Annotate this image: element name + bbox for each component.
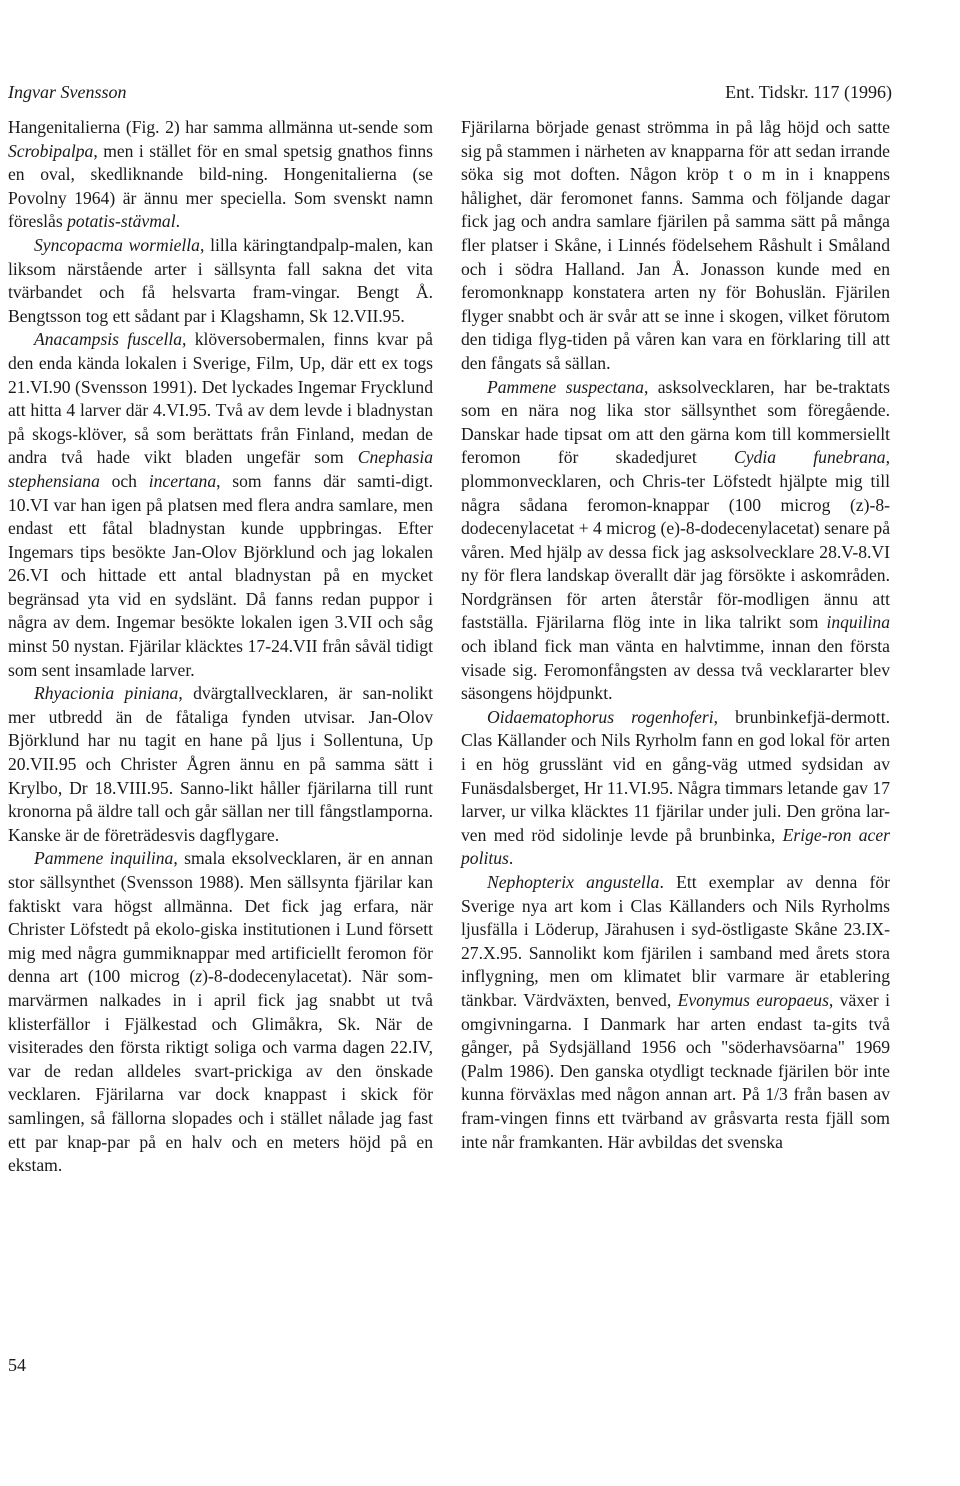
species-name: Rhyacionia piniana bbox=[34, 683, 179, 704]
species-name: Cnephasia stephensiana bbox=[8, 447, 433, 491]
text: , lilla käringtandpalp-malen, kan liksom närstående arter i sällsynta fall sakna det vita tvärbandet och få helsvarta fram-vingar. Bengt Å. Bengtsson tog ett sådant par i Klagshamn, Sk 12.VII.95. bbox=[8, 234, 433, 326]
page-number: 54 bbox=[8, 1355, 26, 1375]
text: )-8-dodecenylacetat). När som-marvärmen nalkades in i april fick jag snabbt ut två klisterfällor i Fjälkestad och Glimåkra, Sk. När de visiterades den första riktigt soliga och varma dagen 22.IV, var de redan alldeles svart-prickiga av den önskade vecklaren. Fjärilarna var dock knappast i skick för samlingen, så fällorna slopades och i stället nålade jag fast ett par knap-par på en halv och en meters höjd på en ekstam. bbox=[8, 966, 433, 1176]
author-name: Ingvar Svensson bbox=[8, 82, 127, 102]
text: , brunbinkefjä-dermott. Clas Källander och Nils Ryrholm fann en god lokal för arten i en hög grusslänt vid en gång-väg utmed sydsidan av Funäsdalsberget, Hr 11.VI.95. Några timmars letande gav 17 larver, ur vilka kläcktes 11 fjärilar under juli. Den gröna lar-ven med röd sidolinje levde på brunbinka, bbox=[461, 706, 890, 845]
text: . bbox=[508, 848, 514, 869]
species-name: Pammene suspectana bbox=[487, 376, 644, 397]
left-column bbox=[8, 116, 433, 1178]
text: , smala eksolvecklaren, är en annan stor sällsynthet (Svensson 1988). Men sällsynta fjärilar kan faktiskt vara högst allmänna. Det fick jag erfara, när Christer Löfstedt på ekolo-giska institutionen i Lund försett mig med några gummiknappar med artificiellt feromon för denna art (100 microg ( bbox=[8, 848, 434, 987]
species-name: Syncopacma wormiella bbox=[34, 234, 200, 255]
text: och ibland fick man vänta en halvtimme, innan den första visade sig. Feromonfångsten av dessa två vecklararter blev säsongens höjdpunkt. bbox=[461, 636, 890, 704]
paragraph-anacampsis bbox=[8, 328, 433, 682]
species-name: Oidaematophorus rogenhoferi bbox=[487, 706, 714, 727]
right-column bbox=[461, 116, 890, 1154]
text: och bbox=[99, 470, 149, 491]
text: . bbox=[175, 211, 181, 232]
paragraph-hangenitalierna bbox=[8, 116, 433, 234]
paragraph-fjarilarna bbox=[461, 116, 890, 376]
species-name: Pammene inquilina bbox=[34, 848, 174, 869]
text: , dvärgtallvecklaren, är san-nolikt mer utbredd än de fåtaliga fynden utvisar. Jan-Olov Björklund har nu tagit en hane på ljus i Sollentuna, Up 20.VII.95 och Christer Ågren ännu en på samma sätt i Krylbo, Dr 18.VIII.95. Sanno-likt håller fjärilarna till runt kronorna på äldre tall och går sällan ner till fångstlamporna. Kanske är de företrädesvis dagflygare. bbox=[8, 683, 433, 845]
isomer-label: z bbox=[195, 966, 203, 987]
text: , plommonvecklaren, och Chris-ter Löfstedt hjälpte mig till några sådana feromon-knappar (100 microg (z)-8-dodecenylacetat + 4 microg (e)-8-dodecenylacetat) senare på våren. Med hjälp av dessa fick jag asksolvecklare 28.V-8.VI ny för flera landskap överallt där jag försökte i askområden. Nordgränsen för arten återstår för-modligen ännu att fastställa. Fjärilarna flög inte in lika talrikt som bbox=[461, 447, 891, 633]
paragraph-oidaematophorus bbox=[461, 706, 890, 871]
text: , men i stället för en smal spetsig gnathos finns en oval, skedliknande bild-ning. Hongenitalierna (se Povolny 1964) är ännu mer speciella. Som svenskt namn föreslås bbox=[8, 140, 433, 232]
species-name: Erige-ron acer politus bbox=[461, 824, 890, 869]
species-name: Nephopterix angustella bbox=[487, 872, 660, 892]
text: , som fanns där samti-digt. 10.VI var han igen på platsen med flera andra samlare, men endast ett fåtal bladnystan kunde uppbringas. Efter Ingemars tips besökte Jan-Olov Björklund och jag lokalen 26.VI och hittade ett antal bladnystan på en mycket begränsad yta vid en sydslänt. Då fanns redan puppor i några av dem. Ingemar besökte lokalen igen 3.VII och såg minst 50 nystan. Fjärilar kläcktes 17-24.VII från såväl tidigt som sent insamlade larver. bbox=[8, 470, 434, 680]
paragraph-syncopacma bbox=[8, 234, 433, 328]
species-name: inquilina bbox=[826, 612, 890, 633]
common-name: potatis-stävmal bbox=[67, 211, 176, 232]
text: Fjärilarna började genast strömma in på låg höjd och satte sig på stammen i närheten av knapparna för att sedan irrande söka sig mot doften. Någon kröp t o m in i knappens hålighet, där feromonet fanns. Samma och följande dagar fick jag och andra samlare fjärilen på samma sätt på många fler platser i Skåne, i Linnés födelsehem Råshult i Småland och i södra Halland. Jan Å. Jonasson kunde med en feromonknapp konstatera arten ny för Bohuslän. Fjärilen flyger snabbt och är svår att se inne i skogen, vilket förutom den tidiga flyg-tiden på våren kan vara en förklaring till att den fångats så sällan. bbox=[461, 117, 890, 373]
paragraph-pammene-inquilina bbox=[8, 847, 433, 1177]
text: . Ett exemplar av denna för Sverige nya art kom i Clas Källanders och Nils Ryrholms ljusfälla i Löderup, Järahusen i syd-östligaste Skåne 23.IX-27.X.95. Sannolikt kom fjärilen i samband med årets stora inflygning, men om klimatet blir varmare är etablering tänkbar. Värdväxten, benved, bbox=[461, 872, 890, 1010]
species-name: Anacampsis fuscella bbox=[34, 329, 183, 350]
species-name: Scrobipalpa bbox=[8, 140, 94, 161]
journal-citation: Ent. Tidskr. 117 (1996) bbox=[725, 82, 892, 102]
text: , växer i omgivningarna. I Danmark har arten endast ta-gits två gånger, på Sydsjälland 1956 och "söderhavsöarna" 1969 (Palm 1986). Den ganska otydligt tecknade fjärilen bör inte kunna förväxlas med någon annan art. På 1/3 från basen av fram-vingen finns ett tvärband av gråsvarta resta fjäll som inte når framkanten. Här avbildas det svenska bbox=[461, 989, 890, 1152]
species-name: incertana bbox=[148, 470, 217, 491]
paragraph-pammene-suspectana bbox=[461, 376, 890, 706]
paragraph-rhyacionia bbox=[8, 682, 433, 847]
text: , asksolvecklaren, har be-traktats som en nära nog lika stor sällsynthet som föregående. Danskar hade tipsat om att den gärna kom till kommersiellt feromon för skadedjuret bbox=[461, 376, 890, 468]
species-name: Cydia funebrana bbox=[733, 447, 886, 468]
text: , klöversobermalen, finns kvar på den enda kända lokalen i Sverige, Film, Up, där ett ex togs 21.VI.90 (Svensson 1991). Det lyckades Ingemar Frycklund att hitta 4 larver där 4.VI.95. Två av dem levde i bladnystan på skogs-klöver, så som berättats från Finland, medan de andra två hade vikt bladen ungefär som bbox=[8, 329, 433, 468]
species-name: Evonymus europaeus bbox=[677, 989, 829, 1010]
text: Hangenitalierna (Fig. 2) har samma allmänna ut-sende som bbox=[8, 117, 433, 137]
paragraph-nephopterix bbox=[461, 871, 890, 1154]
